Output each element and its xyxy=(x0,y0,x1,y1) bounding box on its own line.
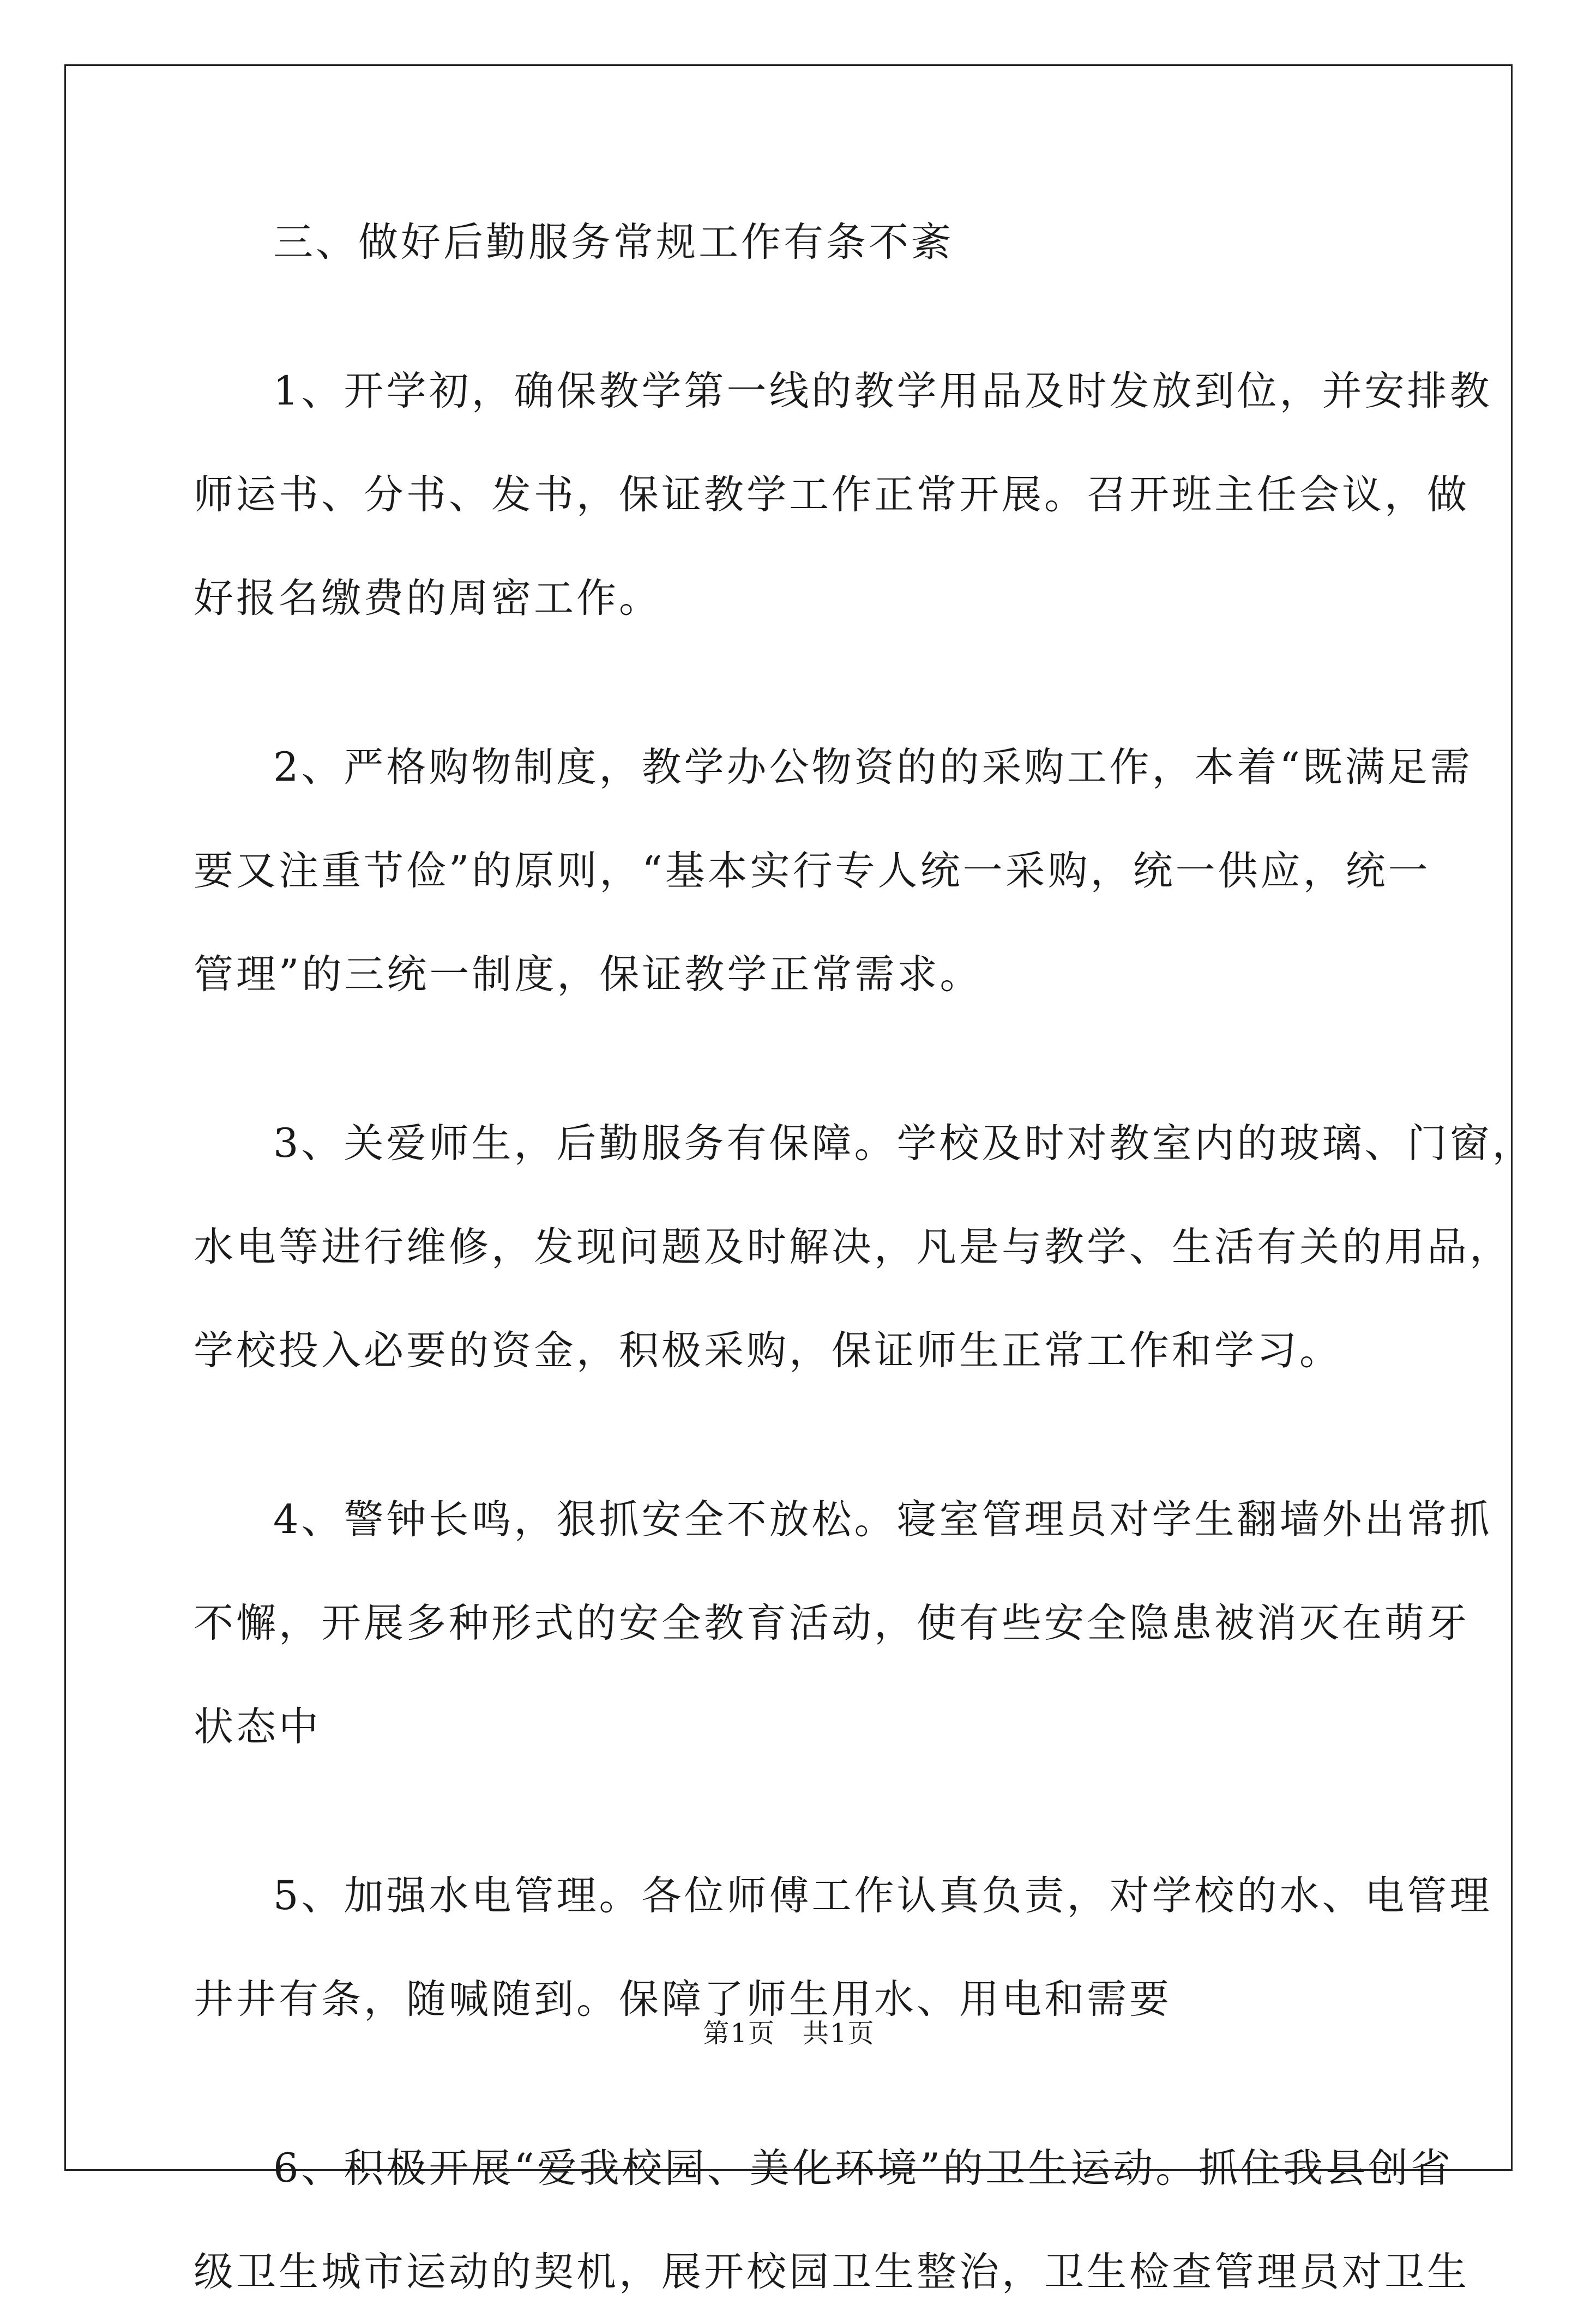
paragraph-2 xyxy=(194,716,1473,1027)
paragraph-line: 水电等进行维修，发现问题及时解决，凡是与教学、生活有关的用品， xyxy=(194,1224,1512,1270)
paragraph-line: 级卫生城市运动的契机，展开校园卫生整治，卫生检查管理员对卫生 xyxy=(194,2249,1469,2295)
paragraph-line: 要又注重节俭”的原则，“基本实行专人统一采购，统一供应，统一 xyxy=(194,848,1431,894)
page-footer xyxy=(0,2017,1578,2050)
page-number: 第1页 xyxy=(703,2018,775,2049)
paragraph-line: 学校投入必要的资金，积极采购，保证师生正常工作和学习。 xyxy=(194,1327,1342,1374)
section-heading: 三、做好后勤服务常规工作有条不紊 xyxy=(273,219,954,265)
paragraph-4 xyxy=(194,1468,1492,1779)
paragraph-line: 3、关爱师生，后勤服务有保障。学校及时对教室内的玻璃、门窗， xyxy=(273,1120,1535,1167)
paragraph-line: 2、严格购物制度，教学办公物资的的采购工作，本着“既满足需 xyxy=(273,744,1473,790)
paragraph-line: 5、加强水电管理。各位师傅工作认真负责，对学校的水、电管理 xyxy=(273,1873,1492,1919)
paragraph-line: 好报名缴费的周密工作。 xyxy=(194,575,661,621)
paragraph-1 xyxy=(194,340,1492,650)
paragraph-line: 状态中 xyxy=(194,1704,321,1750)
paragraph-line: 管理”的三统一制度，保证教学正常需求。 xyxy=(194,951,983,998)
paragraph-line: 4、警钟长鸣，狠抓安全不放松。寝室管理员对学生翻墙外出常抓 xyxy=(273,1496,1492,1543)
paragraph-3 xyxy=(194,1092,1535,1403)
paragraph-line: 师运书、分书、发书，保证教学工作正常开展。召开班主任会议，做 xyxy=(194,472,1469,518)
document-body xyxy=(194,215,1535,2324)
paragraph-line: 不懈，开展多种形式的安全教育活动，使有些安全隐患被消灭在萌牙 xyxy=(194,1600,1469,1646)
page-total: 共1页 xyxy=(803,2018,875,2049)
paragraph-6 xyxy=(194,2117,1469,2324)
paragraph-line: 井井有条，随喊随到。保障了师生用水、用电和需要 xyxy=(194,1976,1172,2023)
paragraph-line: 6、积极开展“爱我校园、美化环境”的卫生运动。抓住我县创省 xyxy=(273,2145,1454,2192)
paragraph-line: 1、开学初，确保教学第一线的教学用品及时发放到位，并安排教 xyxy=(273,368,1492,414)
